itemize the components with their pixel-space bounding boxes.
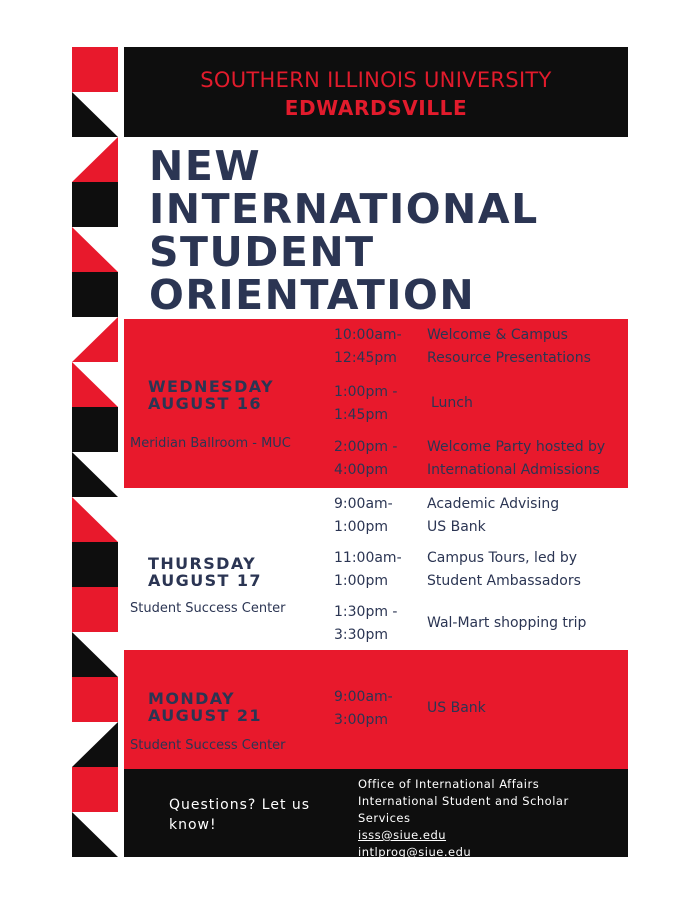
desc-line: US Bank <box>427 700 486 716</box>
event-time <box>334 547 402 593</box>
pattern-tile <box>72 677 118 722</box>
day-heading <box>148 690 262 724</box>
desc-line: Welcome & Campus <box>427 327 568 343</box>
desc-line: Resource Presentations <box>427 350 591 366</box>
event-time <box>334 324 402 370</box>
email-link-intlprog[interactable]: intlprog@siue.edu <box>358 845 472 859</box>
pattern-tile <box>72 137 118 182</box>
day-name: MONDAY <box>148 689 236 708</box>
poster-title <box>149 142 539 319</box>
desc-line: Welcome Party hosted by <box>427 439 606 455</box>
email-link-isss[interactable]: isss@siue.edu <box>358 828 447 842</box>
time-start: 11:00am- <box>334 550 402 566</box>
desc-line: Academic Advising <box>427 496 560 512</box>
pattern-tile <box>72 542 118 587</box>
schedule-day-wednesday <box>124 319 628 488</box>
question-line: Questions? Let us <box>169 797 311 813</box>
time-end: 4:00pm <box>334 462 388 478</box>
pattern-tile <box>72 92 118 137</box>
desc-line: Student Ambassadors <box>427 573 581 589</box>
office-name: International Student and Scholar <box>358 794 569 808</box>
time-start: 9:00am- <box>334 496 393 512</box>
time-start: 10:00am- <box>334 327 402 343</box>
office-contact <box>358 776 569 861</box>
pattern-tile <box>72 812 118 857</box>
decorative-pattern-strip <box>72 47 118 857</box>
venue-label: Meridian Ballroom - MUC <box>130 436 291 451</box>
pattern-tile <box>72 632 118 677</box>
office-name: Office of International Affairs <box>358 777 540 791</box>
time-start: 9:00am- <box>334 689 393 705</box>
day-date: AUGUST 17 <box>148 571 262 590</box>
desc-line: US Bank <box>427 519 486 535</box>
time-start: 2:00pm - <box>334 439 398 455</box>
pattern-tile <box>72 497 118 542</box>
event-time <box>334 686 393 732</box>
schedule-day-monday <box>124 650 628 769</box>
event-description <box>427 324 591 370</box>
pattern-tile <box>72 767 118 812</box>
orientation-poster <box>124 47 628 857</box>
questions-prompt <box>169 795 310 835</box>
time-end: 1:45pm <box>334 407 388 423</box>
event-description <box>427 697 486 720</box>
day-heading <box>148 378 274 412</box>
day-name: THURSDAY <box>148 554 257 573</box>
event-description <box>431 392 473 415</box>
day-date: AUGUST 16 <box>148 394 262 413</box>
time-end: 1:00pm <box>334 519 388 535</box>
desc-line: Campus Tours, led by <box>427 550 578 566</box>
event-description <box>427 436 605 482</box>
pattern-tile <box>72 272 118 317</box>
title-line: NEW <box>149 142 262 190</box>
venue-label: Student Success Center <box>130 601 286 616</box>
event-time <box>334 601 397 647</box>
event-description <box>427 547 581 593</box>
venue-label: Student Success Center <box>130 738 286 753</box>
time-start: 1:00pm - <box>334 384 398 400</box>
pattern-tile <box>72 227 118 272</box>
pattern-tile <box>72 317 118 362</box>
pattern-tile <box>72 587 118 632</box>
title-line: STUDENT <box>149 228 375 276</box>
pattern-tile <box>72 47 118 92</box>
time-start: 1:30pm - <box>334 604 398 620</box>
time-end: 3:30pm <box>334 627 388 643</box>
pattern-tile <box>72 452 118 497</box>
event-description <box>427 493 559 539</box>
event-time <box>334 493 393 539</box>
event-description <box>427 612 586 635</box>
university-name: SOUTHERN ILLINOIS UNIVERSITY <box>200 68 552 92</box>
schedule-day-thursday <box>124 488 628 650</box>
desc-line: Lunch <box>431 395 473 411</box>
question-line: know! <box>169 817 217 833</box>
pattern-tile <box>72 407 118 452</box>
campus-name: EDWARDSVILLE <box>284 96 468 120</box>
desc-line: International Admissions <box>427 462 600 478</box>
contact-footer <box>124 769 628 857</box>
time-end: 1:00pm <box>334 573 388 589</box>
time-end: 12:45pm <box>334 350 397 366</box>
day-name: WEDNESDAY <box>148 377 275 396</box>
title-line: INTERNATIONAL <box>149 185 539 233</box>
pattern-tile <box>72 722 118 767</box>
day-date: AUGUST 21 <box>148 706 262 725</box>
time-end: 3:00pm <box>334 712 388 728</box>
day-heading <box>148 555 262 589</box>
event-time <box>334 436 397 482</box>
title-line: ORIENTATION <box>149 271 476 319</box>
pattern-tile <box>72 362 118 407</box>
university-header <box>124 47 628 137</box>
pattern-tile <box>72 182 118 227</box>
office-name: Services <box>358 811 411 825</box>
desc-line: Wal-Mart shopping trip <box>427 615 587 631</box>
event-time <box>334 381 397 427</box>
